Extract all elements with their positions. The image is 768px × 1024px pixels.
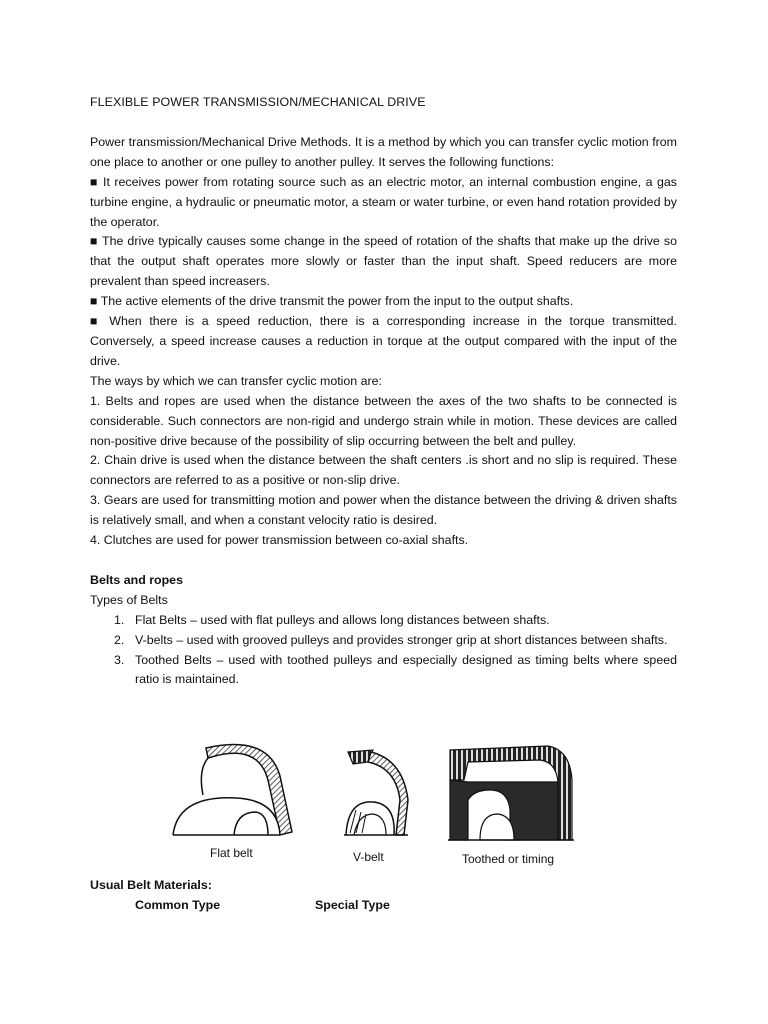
way-item: 2. Chain drive is used when the distance between the shaft centers .is short and no slip is required. These connectors are referred to as a positive or non-slip drive.: [90, 453, 677, 488]
belts-heading: Belts and ropes: [90, 572, 183, 587]
function-item: ■ When there is a speed reduction, there is a corresponding increase in the torque transmitted. Conversely, a speed increase causes a reduction in torque at the output compared with the input of the drive.: [90, 314, 677, 368]
belt-type-item: [90, 631, 677, 651]
materials-section: [90, 876, 677, 916]
function-item: ■ The drive typically causes some change in the speed of rotation of the shafts that make up the drive so that the output shaft operates more slowly or faster than the input shaft. Speed reducers are more prevalent than speed increasers.: [90, 234, 677, 289]
belt-type-item: [90, 651, 677, 691]
figure-label-flat: Flat belt: [210, 846, 253, 860]
intro-paragraph: Power transmission/Mechanical Drive Methods. It is a method by which you can transfer cyclic motion from one place to another or one pulley to another pulley. It serves the following functions:: [90, 134, 677, 169]
list-number: 3.: [114, 652, 125, 667]
column-special: Special Type: [315, 897, 390, 912]
belt-type-text: Flat Belts – used with flat pulleys and allows long distances between shafts.: [135, 612, 550, 627]
materials-columns: [90, 896, 677, 916]
list-number: 1.: [114, 612, 125, 627]
flat-belt-drawing: [173, 745, 292, 836]
materials-heading: Usual Belt Materials:: [90, 878, 212, 892]
belt-type-item: [90, 611, 677, 631]
types-heading: Types of Belts: [90, 592, 168, 607]
function-item: ■ It receives power from rotating source such as an electric motor, an internal combustion engine, a gas turbine engine, a hydraulic or pneumatic motor, a steam or water turbine, or even hand rotation provided by the operator.: [90, 174, 677, 229]
ways-intro: The ways by which we can transfer cyclic motion are:: [90, 373, 382, 388]
belt-types-figure: [168, 740, 588, 870]
belt-type-text: V-belts – used with grooved pulleys and provides stronger grip at short distances between shafts.: [135, 632, 668, 647]
way-item: 4. Clutches are used for power transmission between co-axial shafts.: [90, 533, 469, 548]
list-number: 2.: [114, 632, 125, 647]
v-belt-drawing: [344, 750, 408, 835]
figure-label-toothed: Toothed or timing: [462, 852, 555, 866]
belt-types-list: [90, 611, 677, 691]
belt-type-text: Toothed Belts – used with toothed pulleys and especially designed as timing belts where speed ratio is maintained.: [135, 652, 677, 687]
way-item: 3. Gears are used for transmitting motion and power when the distance between the driving & driven shafts is relatively small, and when a constant velocity ratio is desired.: [90, 493, 677, 528]
function-item: ■ The active elements of the drive transmit the power from the input to the output shafts.: [90, 294, 574, 309]
way-item: 1. Belts and ropes are used when the distance between the axes of the two shafts to be connected is considerable. Such connectors are non-rigid and undergo strain while in motion. These devices are called non-positive drive because of the possibility of slip occurring between the belt and pulley.: [90, 393, 677, 448]
toothed-belt-drawing: [448, 746, 574, 840]
figure-label-v: V-belt: [353, 850, 384, 864]
document-body: [90, 93, 677, 690]
document-title: FLEXIBLE POWER TRANSMISSION/MECHANICAL DRIVE: [90, 95, 426, 109]
column-common: Common Type: [135, 897, 221, 912]
